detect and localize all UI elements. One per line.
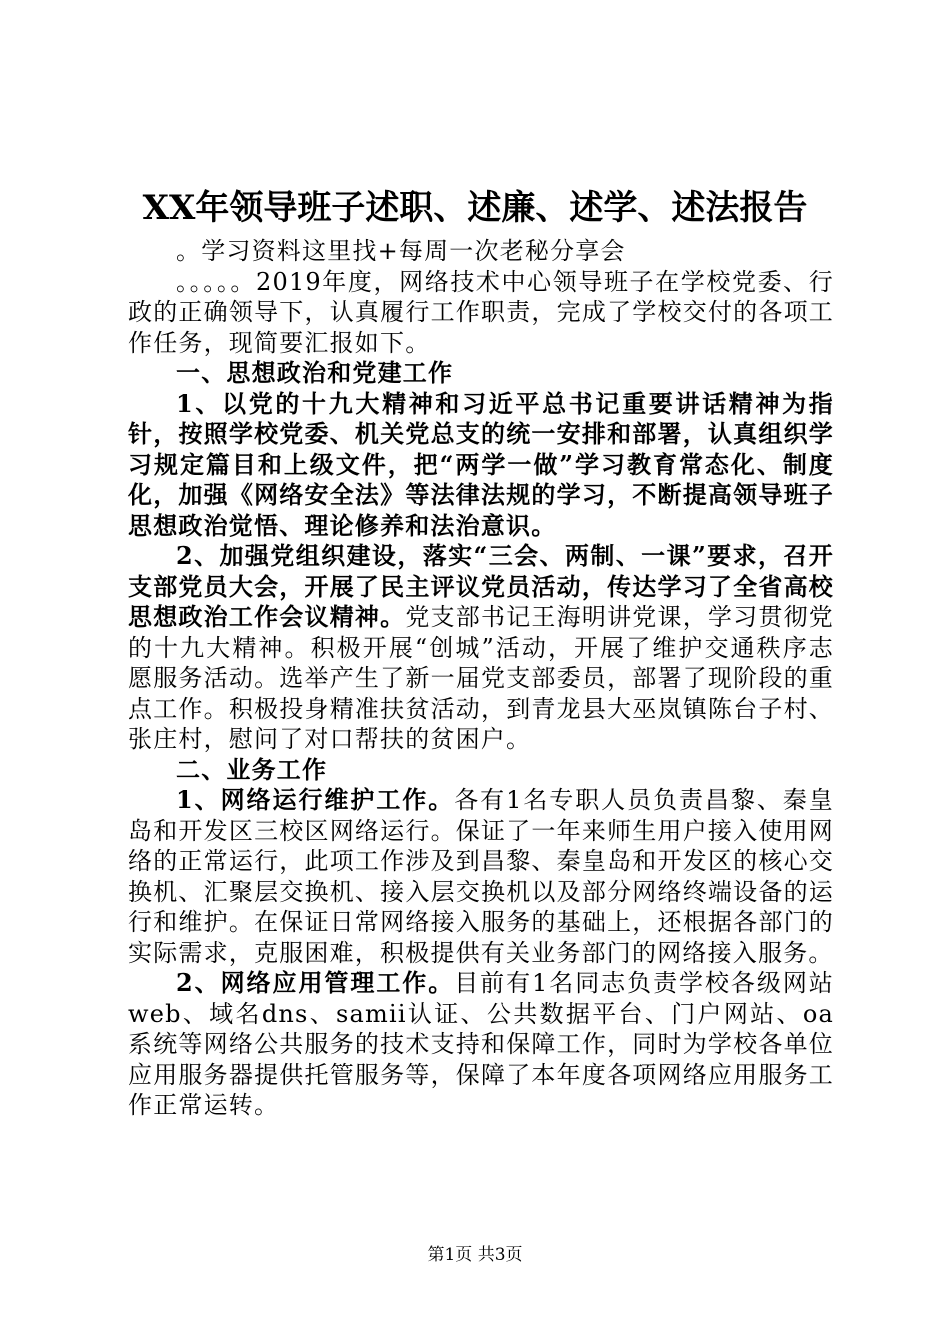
paragraph-network-application-text: 目前有1名同志负责学校各级网站web、域名dns、samii认证、公共数据平台、门户网站、oa系统等网络公共服务的技术支持和保障工作，同时为学校各单位应用服务器提供托管服务等，保障了本年度各项网络应用服务工作正常运转。 [128, 969, 834, 1119]
paragraph-network-operation-text: 各有1名专职人员负责昌黎、秦皇岛和开发区三校区网络运行。保证了一年来师生用户接入使用网络的正常运行，此项工作涉及到昌黎、秦皇岛和开发区的核心交换机、汇聚层交换机、接入层交换机以及部分网络终端设备的运行和维护。在保证日常网络接入服务的基础上，还根据各部门的实际需求，克服困难，积极提供有关业务部门的网络接入服务。 [128, 786, 834, 967]
document-body [128, 236, 834, 1121]
paragraph-network-operation [128, 785, 834, 968]
document-title: XX年领导班子述职、述廉、述学、述法报告 [142, 188, 808, 228]
paragraph-party-building-text: 党支部书记王海明讲党课，学习贯彻党的十九大精神。积极开展“创城”活动，开展了维护交通秩序志愿服务活动。选举产生了新一届党支部委员，部署了现阶段的重点工作。积极投身精准扶贫活动，到青龙县大巫岚镇陈台子村、张庄村，慰问了对口帮扶的贫困户。 [128, 603, 834, 753]
section-heading-politics: 一、思想政治和党建工作 [176, 358, 454, 387]
paragraph-study: 1、以党的十九大精神和习近平总书记重要讲话精神为指针，按照学校党委、机关党总支的统一安排和部署，认真组织学习规定篇目和上级文件，把“两学一做”学习教育常态化、制度化，加强《网络安全法》等法律法规的学习，不断提高领导班子思想政治觉悟、理论修养和法治意识。 [128, 388, 834, 540]
section-heading-business: 二、业务工作 [176, 754, 328, 784]
paragraph-summary: 。。。。。2019年度，网络技术中心领导班子在学校党委、行政的正确领导下，认真履行工作职责，完成了学校交付的各项工作任务，现简要汇报如下。 [128, 267, 834, 357]
paragraph-party-building [128, 541, 834, 755]
paragraph-intro-note: 。学习资料这里找+每周一次老秘分享会 [176, 237, 626, 265]
page-footer: 第1页 共3页 [427, 1245, 523, 1265]
paragraph-network-operation-lead: 1、网络运行维护工作。 [176, 785, 455, 814]
paragraph-network-application-lead: 2、网络应用管理工作。 [176, 968, 455, 997]
paragraph-party-building-lead: 2、加强党组织建设，落实“三会、两制、一课”要求，召开支部党员大会，开展了民主评议党员活动，传达学习了全省高校思想政治工作会议精神。 [128, 541, 834, 631]
paragraph-network-application [128, 968, 834, 1121]
